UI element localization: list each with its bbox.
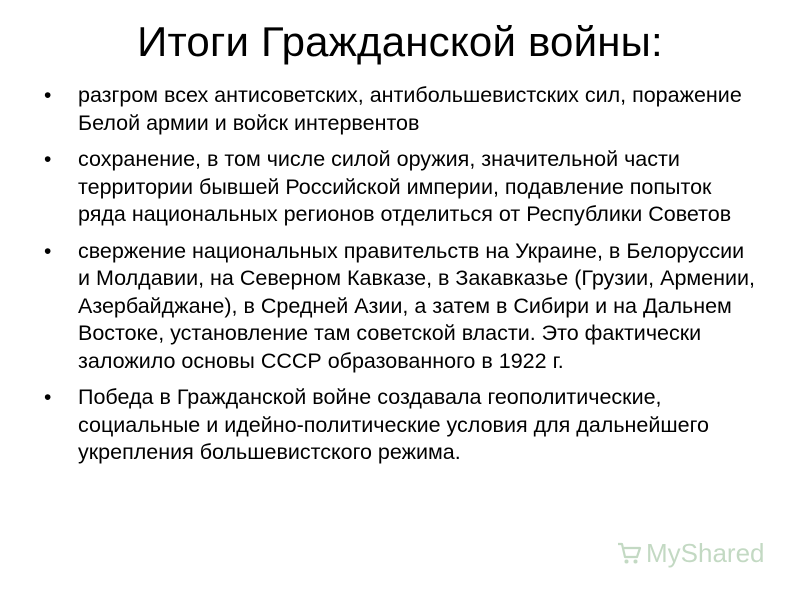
slide-title: Итоги Гражданской войны: — [137, 18, 663, 65]
bullet-marker: • — [44, 239, 52, 263]
bullet-marker: • — [44, 148, 52, 171]
bullet-item — [44, 82, 760, 137]
cart-icon — [616, 540, 642, 566]
watermark-logo — [616, 536, 764, 572]
bullet-item — [44, 146, 760, 229]
bullet-text: Победа в Гражданской войне создавала геополитические, социальные и идейно-политические условия для дальнейшего укрепления большевистского режима. — [78, 385, 709, 464]
bullet-list — [44, 82, 760, 476]
bullet-marker: • — [44, 84, 52, 107]
bullet-item — [44, 384, 760, 467]
bullet-marker: • — [44, 386, 52, 409]
bullet-text: сохранение, в том числе силой оружия, значительной части территории бывшей Российской империи, подавление попыток ряда национальных регионов отделиться от Республики Советов — [78, 147, 732, 226]
bullet-text: разгром всех антисоветских, антибольшевистских сил, поражение Белой армии и войск интервентов — [78, 83, 742, 135]
bullet-item — [44, 238, 760, 376]
watermark-text: MyShared — [646, 538, 765, 568]
bullet-text: свержение национальных правительств на Украине, в Белоруссии и Молдавии, на Северном Кавказе, в Закавказье (Грузии, Армении, Азербайджане), в Средней Азии, а затем в Сибири и на Дальнем Востоке, установление там советской власти. Это фактически заложило основы СССР образованного в 1922 г. — [78, 238, 756, 373]
